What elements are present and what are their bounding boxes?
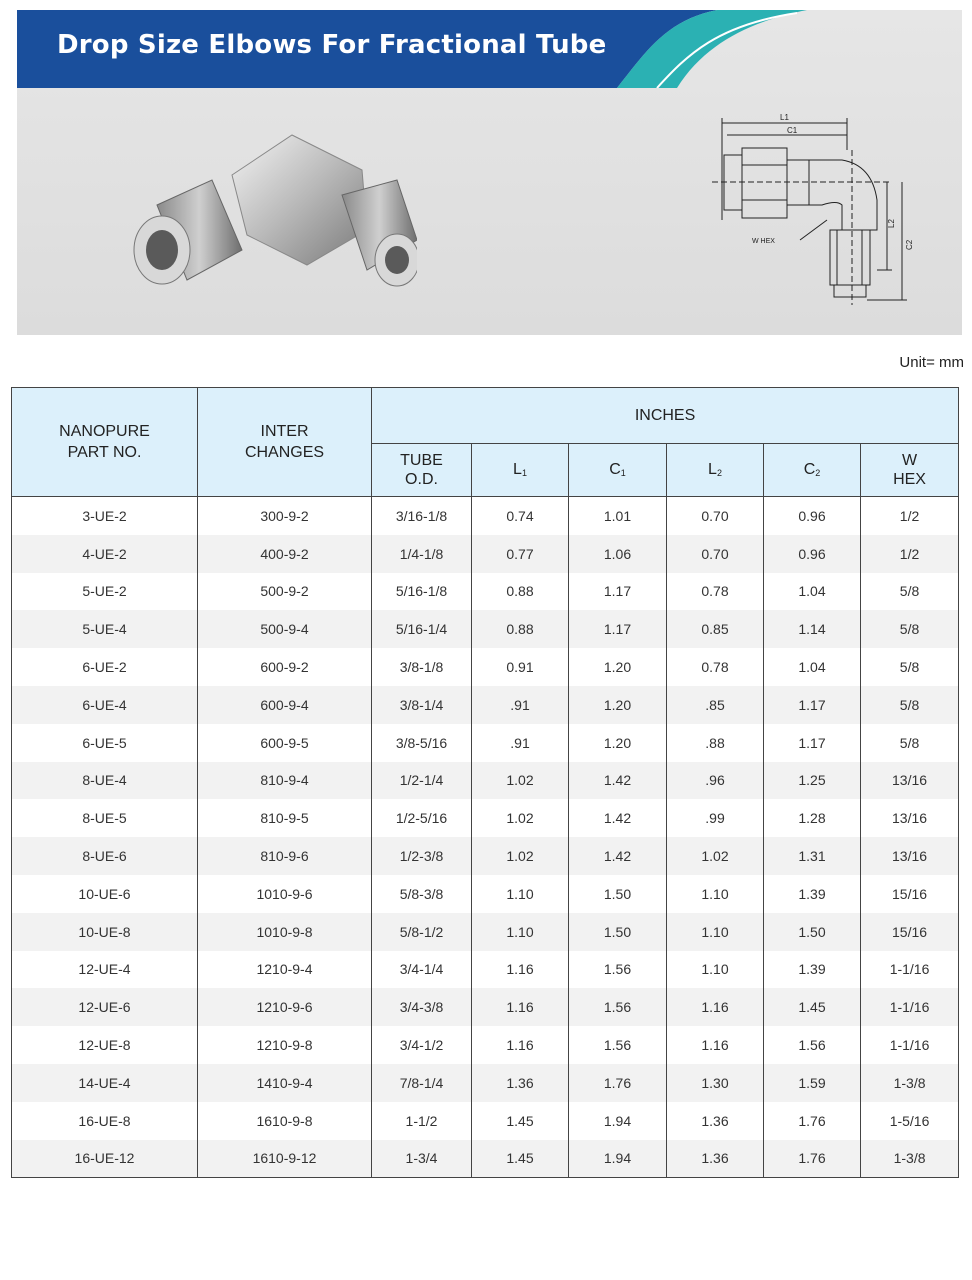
- l2-cell: 0.85: [667, 610, 764, 648]
- w-hex-cell: 5/8: [861, 724, 959, 762]
- table-row: [12, 573, 959, 611]
- tube-od-cell: 5/8-1/2: [372, 913, 472, 951]
- l1-label: L1: [780, 113, 789, 122]
- interchange-cell: 810-9-6: [198, 837, 372, 875]
- table-row: [12, 648, 959, 686]
- table-row: [12, 724, 959, 762]
- w-hex-cell: 1-1/16: [861, 988, 959, 1026]
- part-no-cell: 8-UE-5: [12, 799, 198, 837]
- l2-cell: 0.78: [667, 573, 764, 611]
- interchange-cell: 600-9-2: [198, 648, 372, 686]
- interchange-cell: 400-9-2: [198, 535, 372, 573]
- c2-cell: 1.17: [764, 686, 861, 724]
- table-row: [12, 1064, 959, 1102]
- unit-label: Unit= mm: [899, 354, 964, 371]
- part-no-cell: 12-UE-8: [12, 1026, 198, 1064]
- c1-cell: 1.94: [569, 1102, 667, 1140]
- w-hex-cell: 5/8: [861, 573, 959, 611]
- header-l1: $L_1$: [472, 444, 569, 497]
- tube-od-cell: 5/16-1/8: [372, 573, 472, 611]
- c1-cell: 1.20: [569, 648, 667, 686]
- interchange-cell: 810-9-4: [198, 762, 372, 800]
- table-row: [12, 762, 959, 800]
- c2-cell: 1.04: [764, 573, 861, 611]
- l1-cell: 1.16: [472, 1026, 569, 1064]
- l2-cell: 1.16: [667, 1026, 764, 1064]
- c2-cell: 1.31: [764, 837, 861, 875]
- c1-cell: 1.06: [569, 535, 667, 573]
- c2-cell: 1.39: [764, 875, 861, 913]
- part-no-cell: 4-UE-2: [12, 535, 198, 573]
- l2-cell: 1.36: [667, 1102, 764, 1140]
- table-row: [12, 875, 959, 913]
- tube-od-cell: 3/4-3/8: [372, 988, 472, 1026]
- c2-cell: 1.25: [764, 762, 861, 800]
- w-hex-cell: 13/16: [861, 799, 959, 837]
- l2-cell: 1.36: [667, 1140, 764, 1178]
- c2-cell: 1.76: [764, 1102, 861, 1140]
- header-c1: $C_1$: [569, 444, 667, 497]
- table-row: [12, 951, 959, 989]
- c1-cell: 1.42: [569, 762, 667, 800]
- w-hex-cell: 5/8: [861, 610, 959, 648]
- c1-cell: 1.42: [569, 799, 667, 837]
- interchange-cell: 1610-9-8: [198, 1102, 372, 1140]
- l2-label: L2: [887, 219, 896, 228]
- c1-cell: 1.50: [569, 913, 667, 951]
- c1-cell: 1.94: [569, 1140, 667, 1178]
- header-l2: $L_2$: [667, 444, 764, 497]
- c2-cell: 1.04: [764, 648, 861, 686]
- c2-cell: 1.59: [764, 1064, 861, 1102]
- part-no-cell: 8-UE-4: [12, 762, 198, 800]
- part-no-cell: 16-UE-12: [12, 1140, 198, 1178]
- w-hex-cell: 5/8: [861, 648, 959, 686]
- c1-cell: 1.42: [569, 837, 667, 875]
- tube-od-cell: 1/2-3/8: [372, 837, 472, 875]
- w-hex-cell: 1-1/16: [861, 1026, 959, 1064]
- tube-od-cell: 5/16-1/4: [372, 610, 472, 648]
- part-no-cell: 6-UE-2: [12, 648, 198, 686]
- c2-cell: 1.56: [764, 1026, 861, 1064]
- table-row: [12, 686, 959, 724]
- c2-cell: 1.17: [764, 724, 861, 762]
- table-row: [12, 1102, 959, 1140]
- table-row: [12, 988, 959, 1026]
- interchange-cell: 1410-9-4: [198, 1064, 372, 1102]
- w-hex-cell: 13/16: [861, 837, 959, 875]
- l1-cell: 0.88: [472, 573, 569, 611]
- l2-cell: 1.02: [667, 837, 764, 875]
- table-row: [12, 1026, 959, 1064]
- l2-cell: .88: [667, 724, 764, 762]
- tube-od-cell: 1/2-5/16: [372, 799, 472, 837]
- l1-cell: 1.16: [472, 951, 569, 989]
- l1-cell: 1.36: [472, 1064, 569, 1102]
- l1-cell: .91: [472, 724, 569, 762]
- c2-cell: 1.14: [764, 610, 861, 648]
- header-inches: INCHES: [372, 388, 959, 444]
- specification-table: [11, 387, 959, 1178]
- interchange-cell: 1210-9-6: [198, 988, 372, 1026]
- w-hex-cell: 13/16: [861, 762, 959, 800]
- header-c2: $C_2$: [764, 444, 861, 497]
- elbow-fitting-image: [117, 110, 417, 320]
- l2-cell: 1.16: [667, 988, 764, 1026]
- w-hex-cell: 1/2: [861, 497, 959, 535]
- tube-od-cell: 3/16-1/8: [372, 497, 472, 535]
- c1-cell: 1.56: [569, 1026, 667, 1064]
- tube-od-cell: 3/8-5/16: [372, 724, 472, 762]
- interchange-cell: 600-9-5: [198, 724, 372, 762]
- interchange-cell: 500-9-4: [198, 610, 372, 648]
- tube-od-cell: 1/2-1/4: [372, 762, 472, 800]
- part-no-cell: 12-UE-6: [12, 988, 198, 1026]
- table-row: [12, 913, 959, 951]
- tube-od-cell: 1-1/2: [372, 1102, 472, 1140]
- l2-cell: 1.30: [667, 1064, 764, 1102]
- l2-cell: 0.70: [667, 497, 764, 535]
- interchange-cell: 600-9-4: [198, 686, 372, 724]
- w-hex-cell: 1-3/8: [861, 1140, 959, 1178]
- tube-od-cell: 5/8-3/8: [372, 875, 472, 913]
- l1-cell: 1.45: [472, 1102, 569, 1140]
- c1-cell: 1.17: [569, 573, 667, 611]
- table-row: [12, 610, 959, 648]
- l2-cell: .99: [667, 799, 764, 837]
- tube-od-cell: 1/4-1/8: [372, 535, 472, 573]
- header-part-no: NANOPURE PART NO.: [12, 388, 198, 497]
- c2-cell: 1.50: [764, 913, 861, 951]
- l1-cell: 1.45: [472, 1140, 569, 1178]
- c1-cell: 1.56: [569, 988, 667, 1026]
- c1-cell: 1.20: [569, 724, 667, 762]
- w-hex-label: W HEX: [752, 238, 775, 245]
- l1-cell: 1.10: [472, 913, 569, 951]
- part-no-cell: 3-UE-2: [12, 497, 198, 535]
- header-banner: [17, 10, 962, 335]
- part-no-cell: 10-UE-8: [12, 913, 198, 951]
- l1-cell: 0.74: [472, 497, 569, 535]
- tube-od-cell: 3/4-1/2: [372, 1026, 472, 1064]
- part-no-cell: 10-UE-6: [12, 875, 198, 913]
- interchange-cell: 300-9-2: [198, 497, 372, 535]
- part-no-cell: 14-UE-4: [12, 1064, 198, 1102]
- l1-cell: 0.91: [472, 648, 569, 686]
- l2-cell: 0.78: [667, 648, 764, 686]
- l1-cell: 1.02: [472, 837, 569, 875]
- l1-cell: 1.02: [472, 799, 569, 837]
- l2-cell: .85: [667, 686, 764, 724]
- l1-cell: 0.88: [472, 610, 569, 648]
- l2-cell: 1.10: [667, 913, 764, 951]
- table-row: [12, 837, 959, 875]
- table-row: [12, 1140, 959, 1178]
- part-no-cell: 16-UE-8: [12, 1102, 198, 1140]
- c1-cell: 1.20: [569, 686, 667, 724]
- table-row: [12, 535, 959, 573]
- header-interchanges: INTER CHANGES: [198, 388, 372, 497]
- l2-cell: 0.70: [667, 535, 764, 573]
- c2-cell: 1.76: [764, 1140, 861, 1178]
- l2-cell: .96: [667, 762, 764, 800]
- part-no-cell: 5-UE-4: [12, 610, 198, 648]
- c1-cell: 1.56: [569, 951, 667, 989]
- part-no-cell: 5-UE-2: [12, 573, 198, 611]
- page-title: Drop Size Elbows For Fractional Tube: [57, 30, 607, 60]
- part-no-cell: 6-UE-4: [12, 686, 198, 724]
- interchange-cell: 1010-9-8: [198, 913, 372, 951]
- tube-od-cell: 3/8-1/4: [372, 686, 472, 724]
- table-row: [12, 497, 959, 535]
- l1-cell: 1.02: [472, 762, 569, 800]
- part-no-cell: 8-UE-6: [12, 837, 198, 875]
- interchange-cell: 1610-9-12: [198, 1140, 372, 1178]
- c1-cell: 1.76: [569, 1064, 667, 1102]
- w-hex-cell: 15/16: [861, 913, 959, 951]
- interchange-cell: 500-9-2: [198, 573, 372, 611]
- c2-cell: 1.45: [764, 988, 861, 1026]
- c2-cell: 1.39: [764, 951, 861, 989]
- l1-cell: 1.16: [472, 988, 569, 1026]
- interchange-cell: 810-9-5: [198, 799, 372, 837]
- tube-od-cell: 3/4-1/4: [372, 951, 472, 989]
- c1-cell: 1.17: [569, 610, 667, 648]
- interchange-cell: 1010-9-6: [198, 875, 372, 913]
- c2-cell: 0.96: [764, 535, 861, 573]
- table-body: [12, 497, 959, 1178]
- header-tube-od: TUBE O.D.: [372, 444, 472, 497]
- interchange-cell: 1210-9-8: [198, 1026, 372, 1064]
- interchange-cell: 1210-9-4: [198, 951, 372, 989]
- tube-od-cell: 7/8-1/4: [372, 1064, 472, 1102]
- l1-cell: 1.10: [472, 875, 569, 913]
- c1-cell: 1.50: [569, 875, 667, 913]
- c1-cell: 1.01: [569, 497, 667, 535]
- dimension-drawing: [712, 110, 922, 310]
- w-hex-cell: 1/2: [861, 535, 959, 573]
- l2-cell: 1.10: [667, 875, 764, 913]
- part-no-cell: 12-UE-4: [12, 951, 198, 989]
- c2-label: C2: [905, 239, 914, 250]
- w-hex-cell: 1-1/16: [861, 951, 959, 989]
- c2-cell: 0.96: [764, 497, 861, 535]
- part-no-cell: 6-UE-5: [12, 724, 198, 762]
- w-hex-cell: 5/8: [861, 686, 959, 724]
- c2-cell: 1.28: [764, 799, 861, 837]
- l1-cell: 0.77: [472, 535, 569, 573]
- c1-label: C1: [787, 126, 798, 135]
- w-hex-cell: 15/16: [861, 875, 959, 913]
- tube-od-cell: 3/8-1/8: [372, 648, 472, 686]
- l2-cell: 1.10: [667, 951, 764, 989]
- w-hex-cell: 1-5/16: [861, 1102, 959, 1140]
- w-hex-cell: 1-3/8: [861, 1064, 959, 1102]
- l1-cell: .91: [472, 686, 569, 724]
- table-row: [12, 799, 959, 837]
- tube-od-cell: 1-3/4: [372, 1140, 472, 1178]
- header-w-hex: W HEX: [861, 444, 959, 497]
